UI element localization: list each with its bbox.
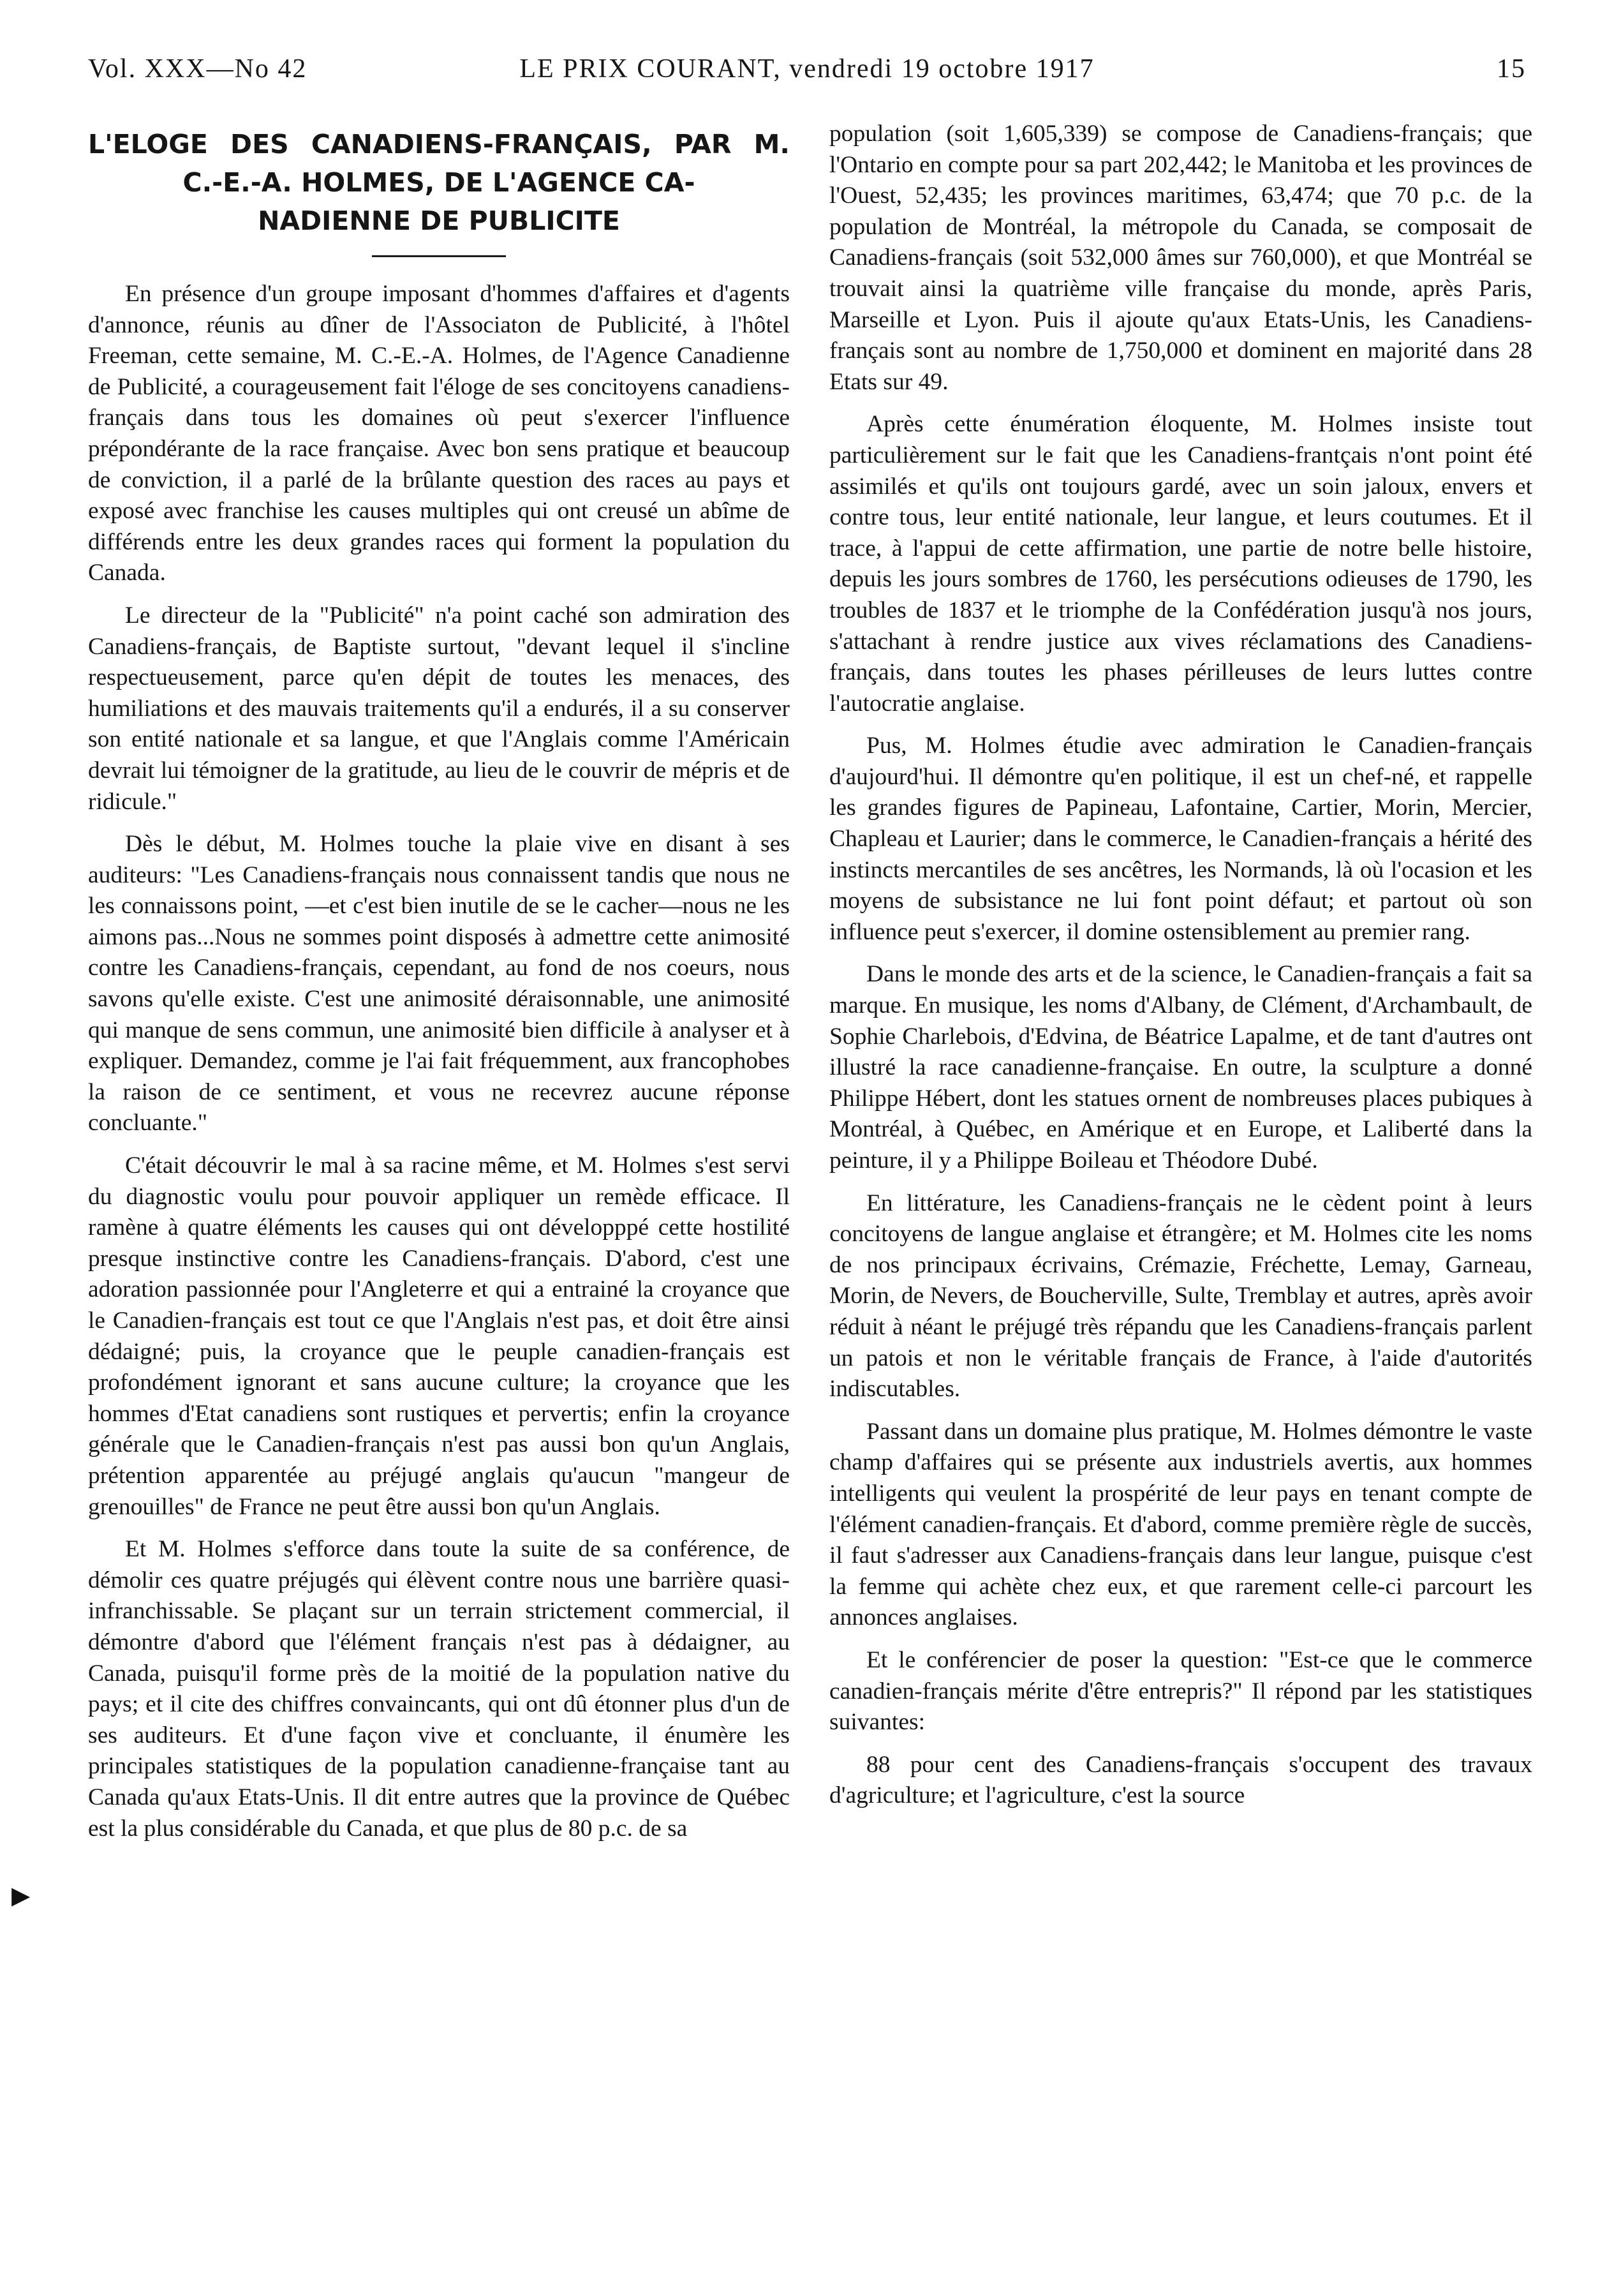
paragraph: Dans le monde des arts et de la science, le Canadien-français a fait sa marque. En musique, les noms d'Albany, de Clément, d'Archambault, de Sophie Charlebois, d'Edvina, de Béatrice Lapalme, et de tant d'autres ont illustré la race canadienne-française. En outre, la sculpture a donné Philippe Hébert, dont les statues ornent de nombreuses places pubiques à Montréal, à Québec, en Amérique et en Europe, et Laliberté dans la peinture, il y a Philippe Boileau et Théodore Dubé. (829, 961, 1532, 1174)
running-header (88, 54, 1526, 92)
paragraph: Et M. Holmes s'efforce dans toute la suite de sa conférence, de démolir ces quatre préjugés qui élèvent contre nous une barrière quasi-infranchissable. Se plaçant sur un terrain strictement commercial, il démontre d'abord que l'élément français n'est pas à dédaigner, au Canada, puisqu'il forme près de la moitié de la population native du pays; et il cite des chiffres convaincants, qui ont dû étonner plus d'un de ses auditeurs. Et d'une façon vive et concluante, il énumère les principales statistiques de la population canadienne-française tant au Canada qu'aux Etats-Unis. Il dit entre autres que la province de Québec est la plus considérable du Canada, et que plus de 80 p.c. de sa (88, 1536, 790, 1842)
paragraph: Après cette énumération éloquente, M. Holmes insiste tout particulièrement sur le fait que les Canadiens-frantçais n'ont point été assimilés et qu'ils ont toujours gardé, avec un soin jaloux, envers et contre tous, leur entité nationale, leur langue, et leurs coutumes. Et il trace, à l'appui de cette affirmation, une partie de notre belle histoire, depuis les jours sombres de 1760, les persécutions odieuses de 1790, les troubles de 1837 et le triomphe de la Confédération jusqu'à nos jours, s'attachant à rendre justice aux vives réclamations des Canadiens-français, dans toutes les phases périlleuses de leurs luttes contre l'autocratie anglaise. (829, 411, 1532, 717)
margin-arrow-mark: ▶ (11, 1881, 31, 1909)
paragraph: En littérature, les Canadiens-français ne le cèdent point à leurs concitoyens de langue anglaise et étrangère; et M. Holmes cite les noms de nos principaux écrivains, Crémazie, Fréchette, Lemay, Garneau, Morin, de Nevers, de Boucherville, Sulte, Tremblay et autres, après avoir réduit à néant le préjugé très répandu que les Canadiens-français parlent un patois et non le véritable français de France, à l'aide d'autorités indiscutables. (829, 1189, 1532, 1403)
paragraph: 88 pour cent des Canadiens-français s'occupent des travaux d'agriculture; et l'agriculture, c'est la source (829, 1751, 1532, 1809)
page-number: 15 (1497, 54, 1526, 84)
paragraph: Le directeur de la "Publicité" n'a point caché son admiration des Canadiens-français, de Baptiste surtout, "devant lequel il s'incline respectueusement, parce qu'en dépit de toutes les menaces, des humiliations et des mauvais traitements qu'il a endurés, il a su conserver son entité nationale et sa langue, et que l'Anglais comme l'Américain devrait lui témoigner de la gratitude, au lieu de le couvrir de mépris et de ridicule." (88, 602, 790, 815)
headline-line-1: L'ELOGE DES CANADIENS-FRANÇAIS, PAR M. (88, 129, 790, 160)
volume-number: Vol. XXX—No 42 (88, 54, 307, 84)
paragraph: Pus, M. Holmes étudie avec admiration le Canadien-français d'aujourd'hui. Il démontre qu'en politique, il est un chef-né, et rappelle les grandes figures de Papineau, Lafontaine, Cartier, Morin, Mercier, Chapleau et Laurier; dans le commerce, le Canadien-français a hérité des instincts mercantiles de ses ancêtres, les Normands, là où l'ocasion et les moyens de subsistance ne lui font point défaut; et partout où son influence peut s'exercer, il domine ostensiblement au premier rang. (829, 733, 1532, 945)
right-column (829, 119, 1532, 1823)
publication-dateline: LE PRIX COURANT, vendredi 19 octobre 1917 (519, 54, 1095, 84)
headline-line-3: NADIENNE DE PUBLICITE (258, 205, 620, 236)
left-column (88, 119, 790, 1856)
paragraph: Dès le début, M. Holmes touche la plaie vive en disant à ses auditeurs: "Les Canadiens-français nous connaissent tandis que nous ne les connaissons point, —et c'est bien inutile de se le cacher—nous ne les aimons pas...Nous ne sommes point disposés à admettre cette animosité contre les Canadiens-français, cependant, au fond de nos coeurs, nous savons qu'elle existe. C'est une animosité déraisonnable, une animosité qui manque de sens commun, une animosité bien difficile à analyser et à expliquer. Demandez, comme je l'ai fait fréquemment, aux francophobes la raison de ce sentiment, et vous ne recevrez aucune réponse concluante." (88, 831, 790, 1137)
paragraph: Passant dans un domaine plus pratique, M. Holmes démontre le vaste champ d'affaires qui se présente aux industriels avertis, aux hommes intelligents qui veulent la prospérité de leur pays en tenant compte de l'élément canadien-français. Et d'abord, comme première règle de succès, il faut s'adresser aux Canadiens-français dans leur langue, puisque c'est la femme qui achète chez eux, et que rarement celle-ci parcourt les annonces anglaises. (829, 1418, 1532, 1631)
paragraph: population (soit 1,605,339) se compose de Canadiens-français; que l'Ontario en compte pour sa part 202,442; le Manitoba et les provinces de l'Ouest, 52,435; les provinces maritimes, 63,474; que 70 p.c. de la population de Montréal, la métropole du Canada, se composait de Canadiens-français (soit 532,000 âmes sur 760,000), et que Montréal se trouvait ainsi la quatrième ville française du monde, après Paris, Marseille et Lyon. Puis il ajoute qu'aux Etats-Unis, les Canadiens-français sont au nombre de 1,750,000 et dominent en majorité dans 28 Etats sur 49. (829, 121, 1532, 395)
headline-line-2: C.-E.-A. HOLMES, DE L'AGENCE CA- (182, 167, 695, 198)
article-headline (88, 125, 790, 240)
headline-rule (372, 255, 506, 257)
paragraph: C'était découvrir le mal à sa racine même, et M. Holmes s'est servi du diagnostic voulu pour pouvoir appliquer un remède efficace. Il ramène à quatre éléments les causes qui ont développpé cette hostilité presque instinctive contre les Canadiens-français. D'abord, c'est une adoration passionnée pour l'Angleterre et qui a entrainé la croyance que le Canadien-français est tout ce que l'Anglais n'est pas, et doit être ainsi dédaigné; puis, la croyance que le peuple canadien-français est profondément ignorant et sans aucune culture; la croyance que les hommes d'Etat canadiens sont rustiques et pervertis; enfin la croyance générale que le Canadien-français n'est pas aussi bon qu'un Anglais, prétention apparentée au préjugé anglais qu'aucun "mangeur de grenouilles" de France ne peut être aussi bon qu'un Anglais. (88, 1152, 790, 1520)
paragraph: En présence d'un groupe imposant d'hommes d'affaires et d'agents d'annonce, réunis au dîner de l'Associaton de Publicité, à l'hôtel Freeman, cette semaine, M. C.-E.-A. Holmes, de l'Agence Canadienne de Publicité, a courageusement fait l'éloge de ses concitoyens canadiens-français dans tous les domaines où peut s'exercer l'influence prépondérante de la race française. Avec bon sens pratique et beaucoup de conviction, il a parlé de la brûlante question des races au pays et exposé avec franchise les causes multiples qui ont creusé un abîme de différends entre les deux grandes races qui forment la population du Canada. (88, 281, 790, 586)
paragraph: Et le conférencier de poser la question: "Est-ce que le commerce canadien-français mérite d'être entrepris?" Il répond par les statistiques suivantes: (829, 1646, 1532, 1736)
